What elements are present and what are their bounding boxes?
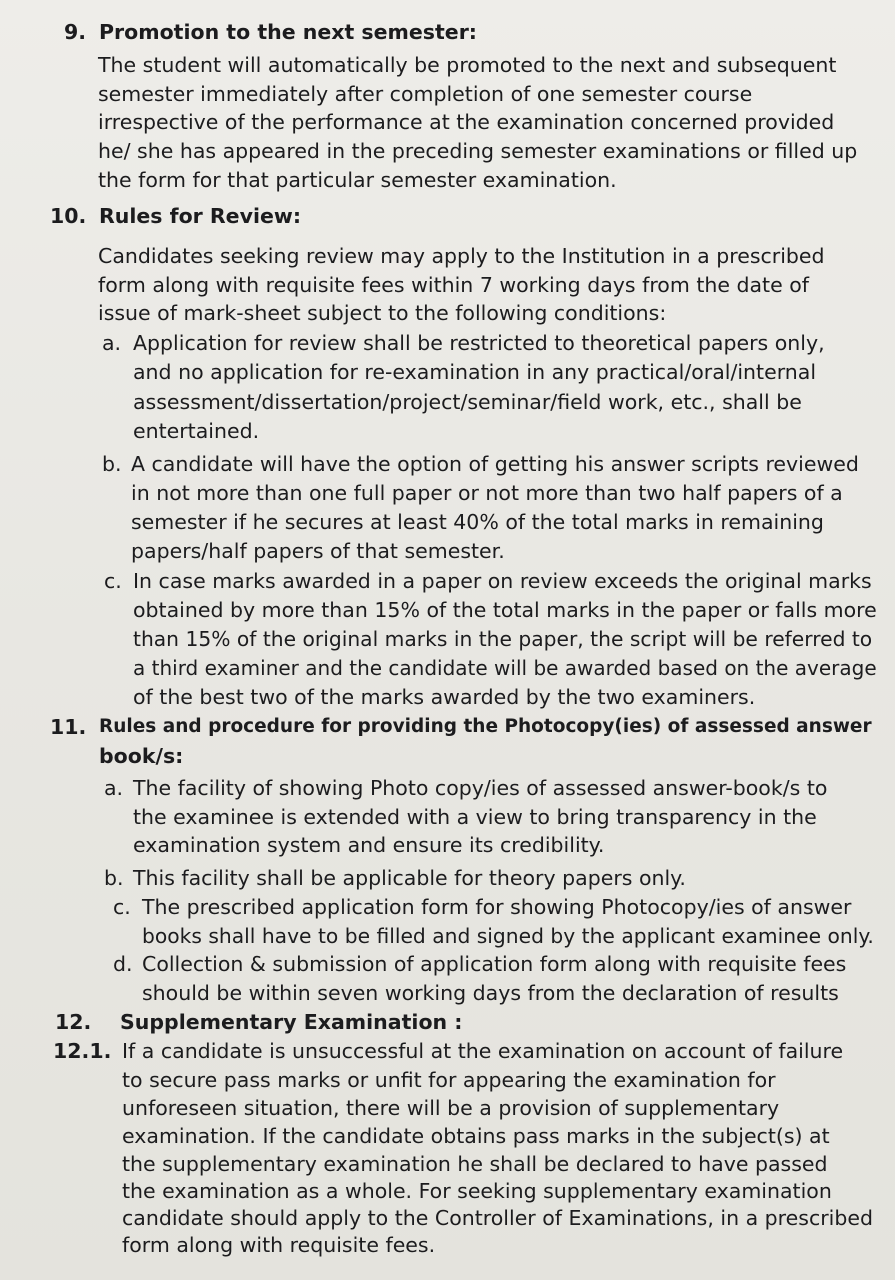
section-10-item-b-line-2: in not more than one full paper or not more than two half papers of a [131, 481, 843, 505]
section-10-item-c-line-4: a third examiner and the candidate will be awarded based on the average [133, 656, 877, 680]
section-12-1-line-2: to secure pass marks or unfit for appearing the examination for [122, 1068, 776, 1092]
section-11-item-b-marker: b. [104, 866, 124, 890]
section-11-heading-line-2: book/s: [99, 744, 184, 768]
section-9-line-1: The student will automatically be promoted to the next and subsequent [98, 53, 837, 77]
section-10-line-3: issue of mark-sheet subject to the following conditions: [98, 301, 667, 325]
section-12-1-number: 12.1. [53, 1039, 112, 1063]
section-10-item-c-line-3: than 15% of the original marks in the paper, the script will be referred to [133, 627, 873, 651]
section-11-item-c-line-1: The prescribed application form for showing Photocopy/ies of answer [142, 895, 852, 919]
section-10-item-a-line-4: entertained. [133, 419, 260, 443]
section-10-item-c-line-1: In case marks awarded in a paper on review exceeds the original marks [133, 569, 872, 593]
section-10-item-c-marker: c. [104, 569, 122, 593]
section-12-1-line-8: form along with requisite fees. [122, 1233, 436, 1257]
section-10-item-b-marker: b. [102, 452, 122, 476]
section-12-1-line-1: If a candidate is unsuccessful at the examination on account of failure [122, 1039, 844, 1063]
section-12-number: 12. [55, 1010, 92, 1034]
section-11-item-a-line-1: The facility of showing Photo copy/ies of assessed answer-book/s to [133, 776, 828, 800]
section-10-item-a-line-3: assessment/dissertation/project/seminar/field work, etc., shall be [133, 390, 802, 414]
section-11-item-c-line-2: books shall have to be filled and signed by the applicant examinee only. [142, 924, 874, 948]
section-11-item-a-line-2: the examinee is extended with a view to bring transparency in the [133, 805, 817, 829]
section-11-item-d-line-1: Collection & submission of application form along with requisite fees [142, 952, 847, 976]
section-11-item-a-line-3: examination system and ensure its credibility. [133, 833, 605, 857]
section-11-heading-line-1: Rules and procedure for providing the Photocopy(ies) of assessed answer [99, 716, 872, 737]
section-12-1-line-6: the examination as a whole. For seeking supplementary examination [122, 1179, 832, 1203]
section-10-item-a-marker: a. [102, 331, 122, 355]
section-10-item-b-line-3: semester if he secures at least 40% of the total marks in remaining [131, 510, 824, 534]
section-12-1-line-5: the supplementary examination he shall be declared to have passed [122, 1152, 828, 1176]
section-12-1-line-3: unforeseen situation, there will be a provision of supplementary [122, 1096, 780, 1120]
section-10-item-a-line-1: Application for review shall be restricted to theoretical papers only, [133, 331, 825, 355]
section-10-item-c-line-5: of the best two of the marks awarded by the two examiners. [133, 685, 756, 709]
section-12-1-line-4: examination. If the candidate obtains pass marks in the subject(s) at [122, 1124, 830, 1148]
section-12-heading: Supplementary Examination : [120, 1010, 463, 1034]
section-9-number: 9. [64, 20, 87, 44]
section-11-item-c-marker: c. [113, 895, 131, 919]
section-9-line-3: irrespective of the performance at the examination concerned provided [98, 110, 835, 134]
section-11-number: 11. [50, 715, 87, 739]
section-11-item-d-line-2: should be within seven working days from the declaration of results [142, 981, 839, 1005]
section-9-line-5: the form for that particular semester examination. [98, 168, 617, 192]
section-11-item-d-marker: d. [113, 952, 133, 976]
section-9-line-2: semester immediately after completion of one semester course [98, 82, 753, 106]
section-11-item-a-marker: a. [104, 776, 124, 800]
section-11-item-b-line-1: This facility shall be applicable for theory papers only. [133, 866, 686, 890]
section-9-line-4: he/ she has appeared in the preceding semester examinations or filled up [98, 139, 858, 163]
section-10-line-1: Candidates seeking review may apply to the Institution in a prescribed [98, 244, 825, 268]
section-10-line-2: form along with requisite fees within 7 working days from the date of [98, 273, 809, 297]
section-10-number: 10. [50, 204, 87, 228]
section-10-heading: Rules for Review: [99, 204, 302, 228]
section-9-heading: Promotion to the next semester: [99, 20, 477, 44]
section-10-item-b-line-1: A candidate will have the option of getting his answer scripts reviewed [131, 452, 859, 476]
section-10-item-c-line-2: obtained by more than 15% of the total marks in the paper or falls more [133, 598, 877, 622]
section-10-item-b-line-4: papers/half papers of that semester. [131, 539, 505, 563]
section-10-item-a-line-2: and no application for re-examination in any practical/oral/internal [133, 360, 817, 384]
section-12-1-line-7: candidate should apply to the Controller of Examinations, in a prescribed [122, 1206, 873, 1230]
